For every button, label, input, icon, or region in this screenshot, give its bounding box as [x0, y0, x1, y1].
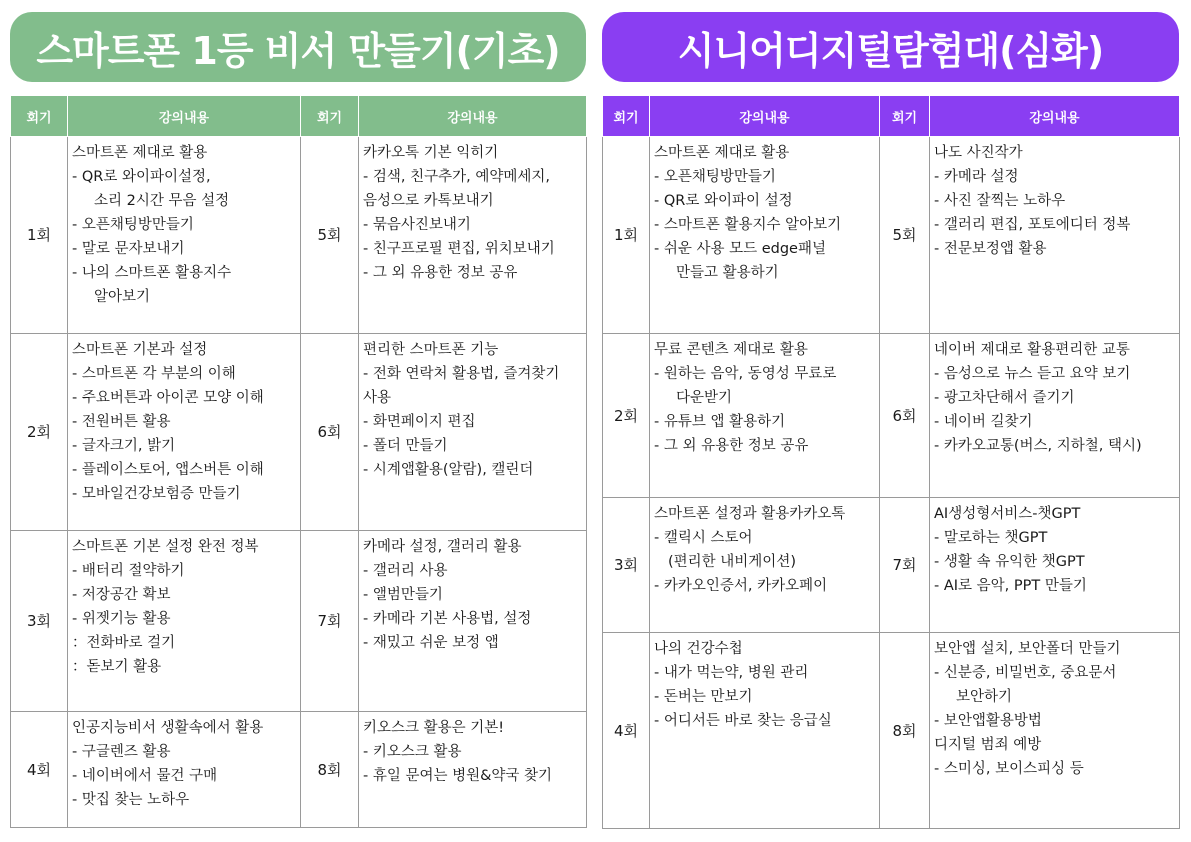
- session-content: [930, 334, 1180, 498]
- session-number: 1회: [603, 137, 650, 334]
- content-line: - 묶음사진보내기: [363, 217, 471, 233]
- content-line: - 배터리 절약하기: [72, 563, 185, 579]
- content-line: - 스미싱, 보이스피싱 등: [934, 761, 1084, 777]
- content-line: - 갤러리 사용: [363, 563, 448, 579]
- content-line: - 말로하는 챗GPT: [934, 530, 1048, 546]
- session-number: 6회: [880, 334, 930, 498]
- content-line: 카카오톡 기본 익히기: [363, 145, 499, 161]
- session-content: [68, 137, 301, 334]
- content-line: 보안앱 설치, 보안폴더 만들기: [934, 641, 1121, 657]
- table-header-row: [603, 96, 1180, 137]
- content-line: - 카메라 기본 사용법, 설정: [363, 611, 532, 627]
- content-line: - 전화 연락처 활용법, 즐겨찾기: [363, 366, 560, 382]
- content-line: - 캘릭시 스토어: [654, 530, 753, 546]
- session-content: [359, 137, 587, 334]
- header-content: 강의내용: [359, 96, 587, 137]
- content-line: - 검색, 친구추가, 예약메세지,: [363, 169, 550, 185]
- content-line: 스마트폰 설정과 활용카카오톡: [654, 506, 846, 522]
- basic-schedule-table: [10, 95, 587, 828]
- content-line: - 전원버튼 활용: [72, 414, 171, 430]
- table-row: [11, 137, 587, 334]
- session-number: 8회: [301, 712, 359, 828]
- content-line: 스마트폰 제대로 활용: [72, 145, 208, 161]
- content-line: 보안하기: [956, 689, 1013, 705]
- content-line: - 폴더 만들기: [363, 438, 448, 454]
- session-number: 3회: [603, 498, 650, 633]
- content-line: - 화면페이지 편집: [363, 414, 476, 430]
- content-line: - 키오스크 활용: [363, 744, 462, 760]
- content-line: - 보안앱활용방법: [934, 713, 1042, 729]
- content-line: - 친구프로필 편집, 위치보내기: [363, 241, 555, 257]
- content-line: - 위젯기능 활용: [72, 611, 171, 627]
- content-line: 만들고 활용하기: [676, 265, 779, 281]
- content-line: - 휴일 문여는 병원&약국 찾기: [363, 768, 553, 784]
- content-line: - 말로 문자보내기: [72, 241, 185, 257]
- content-line: - 그 외 유용한 정보 공유: [654, 438, 809, 454]
- content-line: - 사진 잘찍는 노하우: [934, 193, 1066, 209]
- content-line: 스마트폰 제대로 활용: [654, 145, 790, 161]
- content-line: 나의 건강수첩: [654, 641, 743, 657]
- session-number: 2회: [11, 334, 68, 531]
- content-line: (편리한 내비게이션): [668, 554, 796, 570]
- content-line: - 저장공간 확보: [72, 587, 171, 603]
- content-line: - 광고차단해서 즐기기: [934, 390, 1075, 406]
- content-line: - 앨범만들기: [363, 587, 443, 603]
- header-session: 회기: [880, 96, 930, 137]
- header-content: 강의내용: [68, 96, 301, 137]
- content-line: - 시계앱활용(알람), 캘린더: [363, 462, 534, 478]
- content-line: - 글자크기, 밝기: [72, 438, 176, 454]
- content-line: - 카메라 설정: [934, 169, 1019, 185]
- session-content: [359, 334, 587, 531]
- session-number: 8회: [880, 633, 930, 829]
- content-line: - 구글렌즈 활용: [72, 744, 171, 760]
- session-content: [68, 334, 301, 531]
- session-content: [930, 633, 1180, 829]
- content-line: - 카카오인증서, 카카오페이: [654, 578, 828, 594]
- content-line: 디지털 범죄 예방: [934, 737, 1042, 753]
- basic-course-panel: [10, 12, 586, 808]
- content-line: - 갤러리 편집, 포토에디터 정복: [934, 217, 1131, 233]
- content-line: - 오픈채팅방만들기: [72, 217, 194, 233]
- content-line: - 나의 스마트폰 활용지수: [72, 265, 232, 281]
- content-line: - 유튜브 앱 활용하기: [654, 414, 786, 430]
- header-session: 회기: [301, 96, 359, 137]
- content-line: - QR로 와이파이 설정: [654, 193, 793, 209]
- content-line: - 생활 속 유익한 챗GPT: [934, 554, 1085, 570]
- session-number: 5회: [880, 137, 930, 334]
- content-line: 알아보기: [94, 289, 151, 305]
- content-line: ：돋보기 활용: [72, 659, 162, 675]
- content-line: ：전화바로 걸기: [72, 635, 176, 651]
- content-line: - 신분증, 비밀번호, 중요문서: [934, 665, 1117, 681]
- table-row: [11, 334, 587, 531]
- table-header-row: [11, 96, 587, 137]
- session-number: 2회: [603, 334, 650, 498]
- session-content: [359, 531, 587, 712]
- table-row: [603, 633, 1180, 829]
- content-line: AI생성형서비스-챗GPT: [934, 506, 1081, 522]
- session-content: [650, 334, 880, 498]
- content-line: 인공지능비서 생활속에서 활용: [72, 720, 264, 736]
- content-line: - 주요버튼과 아이콘 모양 이해: [72, 390, 264, 406]
- session-number: 7회: [880, 498, 930, 633]
- session-content: [650, 137, 880, 334]
- content-line: 나도 사진작가: [934, 145, 1023, 161]
- session-number: 4회: [603, 633, 650, 829]
- header-content: 강의내용: [650, 96, 880, 137]
- table-row: [11, 531, 587, 712]
- session-number: 3회: [11, 531, 68, 712]
- session-number: 5회: [301, 137, 359, 334]
- session-content: [68, 531, 301, 712]
- header-content: 강의내용: [930, 96, 1180, 137]
- content-line: - 어디서든 바로 찾는 응급실: [654, 713, 832, 729]
- content-line: - 스마트폰 각 부분의 이해: [72, 366, 236, 382]
- content-line: 키오스크 활용은 기본!: [363, 720, 505, 736]
- content-line: - QR로 와이파이설정,: [72, 169, 211, 185]
- session-content: [650, 498, 880, 633]
- content-line: 카메라 설정, 갤러리 활용: [363, 539, 522, 555]
- session-number: 4회: [11, 712, 68, 828]
- content-line: - 쉬운 사용 모드 edge패널: [654, 241, 826, 257]
- content-line: 무료 콘텐츠 제대로 활용: [654, 342, 808, 358]
- content-line: - 모바일건강보험증 만들기: [72, 486, 241, 502]
- content-line: 편리한 스마트폰 기능: [363, 342, 499, 358]
- session-content: [930, 498, 1180, 633]
- content-line: - 네이버에서 물건 구매: [72, 768, 218, 784]
- session-content: [359, 712, 587, 828]
- session-content: [930, 137, 1180, 334]
- content-line: - 네이버 길찾기: [934, 414, 1033, 430]
- content-line: 음성으로 카톡보내기: [363, 193, 494, 209]
- content-line: 다운받기: [676, 390, 733, 406]
- content-line: - 플레이스토어, 앱스버튼 이해: [72, 462, 264, 478]
- content-line: - 음성으로 뉴스 듣고 요약 보기: [934, 366, 1131, 382]
- advanced-course-panel: [602, 12, 1179, 777]
- content-line: - 스마트폰 활용지수 알아보기: [654, 217, 842, 233]
- session-content: [68, 712, 301, 828]
- session-number: 6회: [301, 334, 359, 531]
- content-line: - 재밌고 쉬운 보정 앱: [363, 635, 499, 651]
- content-line: 스마트폰 기본과 설정: [72, 342, 208, 358]
- content-line: 스마트폰 기본 설정 완전 정복: [72, 539, 259, 555]
- content-line: - 카카오교통(버스, 지하철, 택시): [934, 438, 1142, 454]
- table-row: [11, 712, 587, 828]
- header-session: 회기: [11, 96, 68, 137]
- header-session: 회기: [603, 96, 650, 137]
- session-number: 7회: [301, 531, 359, 712]
- basic-course-title: 스마트폰 1등 비서 만들기(기초): [10, 12, 586, 82]
- table-row: [603, 334, 1180, 498]
- session-content: [650, 633, 880, 829]
- content-line: - 맛집 찾는 노하우: [72, 792, 190, 808]
- advanced-course-title: 시니어디지털탐험대(심화): [602, 12, 1179, 82]
- content-line: 사용: [363, 390, 392, 406]
- table-row: [603, 498, 1180, 633]
- advanced-schedule-table: [602, 95, 1180, 829]
- table-row: [603, 137, 1180, 334]
- session-number: 1회: [11, 137, 68, 334]
- content-line: 네이버 제대로 활용편리한 교통: [934, 342, 1130, 358]
- content-line: - 내가 먹는약, 병원 관리: [654, 665, 809, 681]
- content-line: - AI로 음악, PPT 만들기: [934, 578, 1087, 594]
- content-line: - 오픈채팅방만들기: [654, 169, 776, 185]
- content-line: - 원하는 음악, 동영성 무료로: [654, 366, 837, 382]
- content-line: 소리 2시간 무음 설정: [94, 193, 230, 209]
- content-line: - 전문보정앱 활용: [934, 241, 1047, 257]
- content-line: - 돈버는 만보기: [654, 689, 753, 705]
- content-line: - 그 외 유용한 정보 공유: [363, 265, 518, 281]
